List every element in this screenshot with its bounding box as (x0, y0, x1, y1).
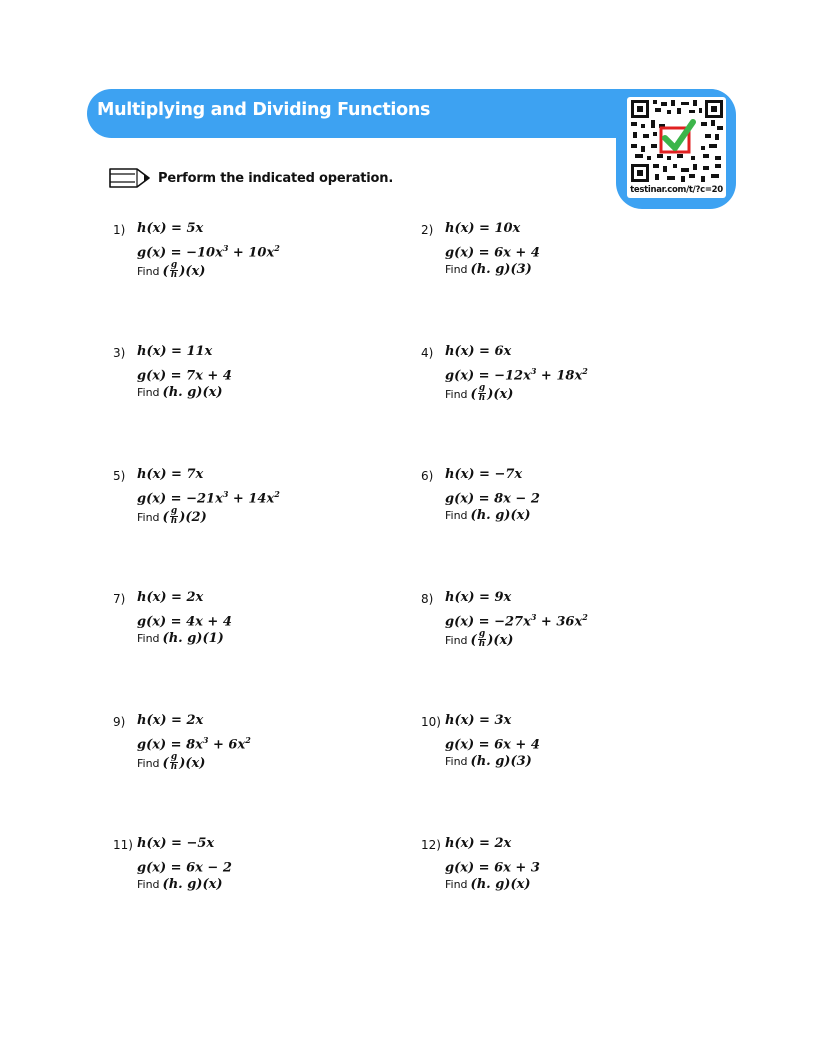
find-label: Find (137, 265, 160, 278)
problem-number: 3) (113, 346, 126, 360)
qr-code-icon[interactable] (627, 97, 726, 198)
g-middle: + 36x (536, 614, 583, 630)
h-function: h(x) = 3x (445, 713, 512, 728)
find-instruction (137, 631, 224, 646)
find-expression: (h. g)(3) (470, 754, 532, 769)
h-function: h(x) = 5x (137, 221, 204, 236)
problem-number: 6) (421, 469, 434, 483)
g-exponent-2: 2 (582, 366, 588, 376)
fraction-numerator: g (478, 629, 486, 639)
g-middle: + 10x (228, 245, 275, 261)
find-instruction (445, 754, 532, 769)
h-function: h(x) = 11x (137, 344, 213, 359)
g-base: g(x) = 8x − 2 (445, 491, 540, 507)
g-base: g(x) = 4x + 4 (137, 614, 232, 630)
find-expression: (h. g)(3) (470, 262, 532, 277)
find-instruction (137, 385, 223, 400)
g-exponent-1: 3 (202, 735, 209, 745)
g-exponent-2: 2 (274, 243, 280, 253)
find-expression: ( $\frac{g}{h}$ )(x) (162, 752, 206, 772)
find-label: Find (445, 634, 468, 647)
fraction (170, 753, 179, 772)
problem-number: 10) (421, 715, 441, 729)
fraction (478, 384, 487, 403)
fraction (478, 630, 487, 649)
find-expression: ( $\frac{g}{h}$ )(x) (470, 629, 514, 649)
g-function (445, 243, 540, 260)
page-title: Multiplying and Dividing Functions (97, 100, 431, 120)
h-function: h(x) = −7x (445, 467, 523, 482)
fraction-denominator: h (170, 762, 178, 772)
find-expression: ( $\frac{g}{h}$ )(x) (470, 383, 514, 403)
problem-number: 7) (113, 592, 126, 606)
fraction-denominator: h (170, 270, 178, 280)
h-function: h(x) = 7x (137, 467, 204, 482)
g-middle: + 6x (208, 737, 246, 753)
g-base: g(x) = −21x (137, 491, 223, 507)
h-function: h(x) = 10x (445, 221, 521, 236)
instruction-text: Perform the indicated operation. (158, 171, 394, 186)
problem-number: 8) (421, 592, 434, 606)
g-function (445, 858, 540, 875)
g-exponent-2: 2 (274, 489, 280, 499)
find-label: Find (445, 878, 468, 891)
find-label: Find (137, 878, 160, 891)
g-function (137, 858, 232, 875)
g-function (137, 366, 232, 383)
problem-number: 9) (113, 715, 126, 729)
g-base: g(x) = −12x (445, 368, 531, 384)
fraction-denominator: h (478, 393, 486, 403)
find-expression: ( $\frac{g}{h}$ )(2) (162, 506, 207, 526)
find-expression: (h. g)(x) (162, 385, 223, 400)
qr-url-label: testinar.com/t/?c=20 (630, 185, 723, 195)
find-label: Find (137, 511, 160, 524)
find-instruction (137, 508, 207, 527)
problem-number: 2) (421, 223, 434, 237)
fraction-denominator: h (478, 639, 486, 649)
fraction-numerator: g (170, 260, 178, 270)
find-label: Find (445, 388, 468, 401)
fraction-numerator: g (478, 383, 486, 393)
h-function: h(x) = 2x (445, 836, 512, 851)
find-expression: (h. g)(1) (162, 631, 224, 646)
find-expression: (h. g)(x) (470, 508, 531, 523)
g-exponent-1: 3 (222, 489, 229, 499)
find-instruction (445, 877, 531, 892)
g-base: g(x) = 8x (137, 737, 203, 753)
find-expression: (h. g)(x) (162, 877, 223, 892)
h-function: h(x) = −5x (137, 836, 215, 851)
g-base: g(x) = −10x (137, 245, 223, 261)
g-function (445, 489, 540, 506)
find-label: Find (137, 632, 160, 645)
g-base: g(x) = −27x (445, 614, 531, 630)
find-instruction (445, 385, 513, 404)
problem-number: 1) (113, 223, 126, 237)
g-base: g(x) = 6x − 2 (137, 860, 232, 876)
fraction-denominator: h (170, 516, 178, 526)
find-label: Find (445, 755, 468, 768)
h-function: h(x) = 9x (445, 590, 512, 605)
g-base: g(x) = 6x + 3 (445, 860, 540, 876)
find-instruction (137, 262, 205, 281)
find-instruction (137, 754, 205, 773)
find-expression: ( $\frac{g}{h}$ )(x) (162, 260, 206, 280)
h-function: h(x) = 6x (445, 344, 512, 359)
g-base: g(x) = 7x + 4 (137, 368, 232, 384)
g-middle: + 14x (228, 491, 275, 507)
problem-number: 5) (113, 469, 126, 483)
find-expression: (h. g)(x) (470, 877, 531, 892)
g-function (445, 366, 588, 383)
fraction-numerator: g (170, 752, 178, 762)
h-function: h(x) = 2x (137, 590, 204, 605)
find-instruction (445, 631, 513, 650)
g-function (137, 489, 280, 506)
g-exponent-1: 3 (530, 366, 537, 376)
find-label: Find (445, 263, 468, 276)
g-exponent-2: 2 (245, 735, 251, 745)
g-function (445, 735, 540, 752)
pencil-icon (109, 167, 151, 194)
g-base: g(x) = 6x + 4 (445, 245, 540, 261)
g-function (445, 612, 588, 629)
g-base: g(x) = 6x + 4 (445, 737, 540, 753)
find-instruction (137, 877, 223, 892)
g-exponent-2: 2 (582, 612, 588, 622)
find-label: Find (137, 757, 160, 770)
problem-number: 11) (113, 838, 133, 852)
fraction-numerator: g (170, 506, 178, 516)
fraction (170, 507, 179, 526)
g-function (137, 735, 251, 752)
find-instruction (445, 262, 532, 277)
problem-number: 4) (421, 346, 434, 360)
h-function: h(x) = 2x (137, 713, 204, 728)
find-label: Find (137, 386, 160, 399)
g-exponent-1: 3 (530, 612, 537, 622)
g-function (137, 243, 280, 260)
find-label: Find (445, 509, 468, 522)
problem-number: 12) (421, 838, 441, 852)
fraction (170, 261, 179, 280)
find-instruction (445, 508, 531, 523)
g-function (137, 612, 232, 629)
g-exponent-1: 3 (222, 243, 229, 253)
g-middle: + 18x (536, 368, 583, 384)
